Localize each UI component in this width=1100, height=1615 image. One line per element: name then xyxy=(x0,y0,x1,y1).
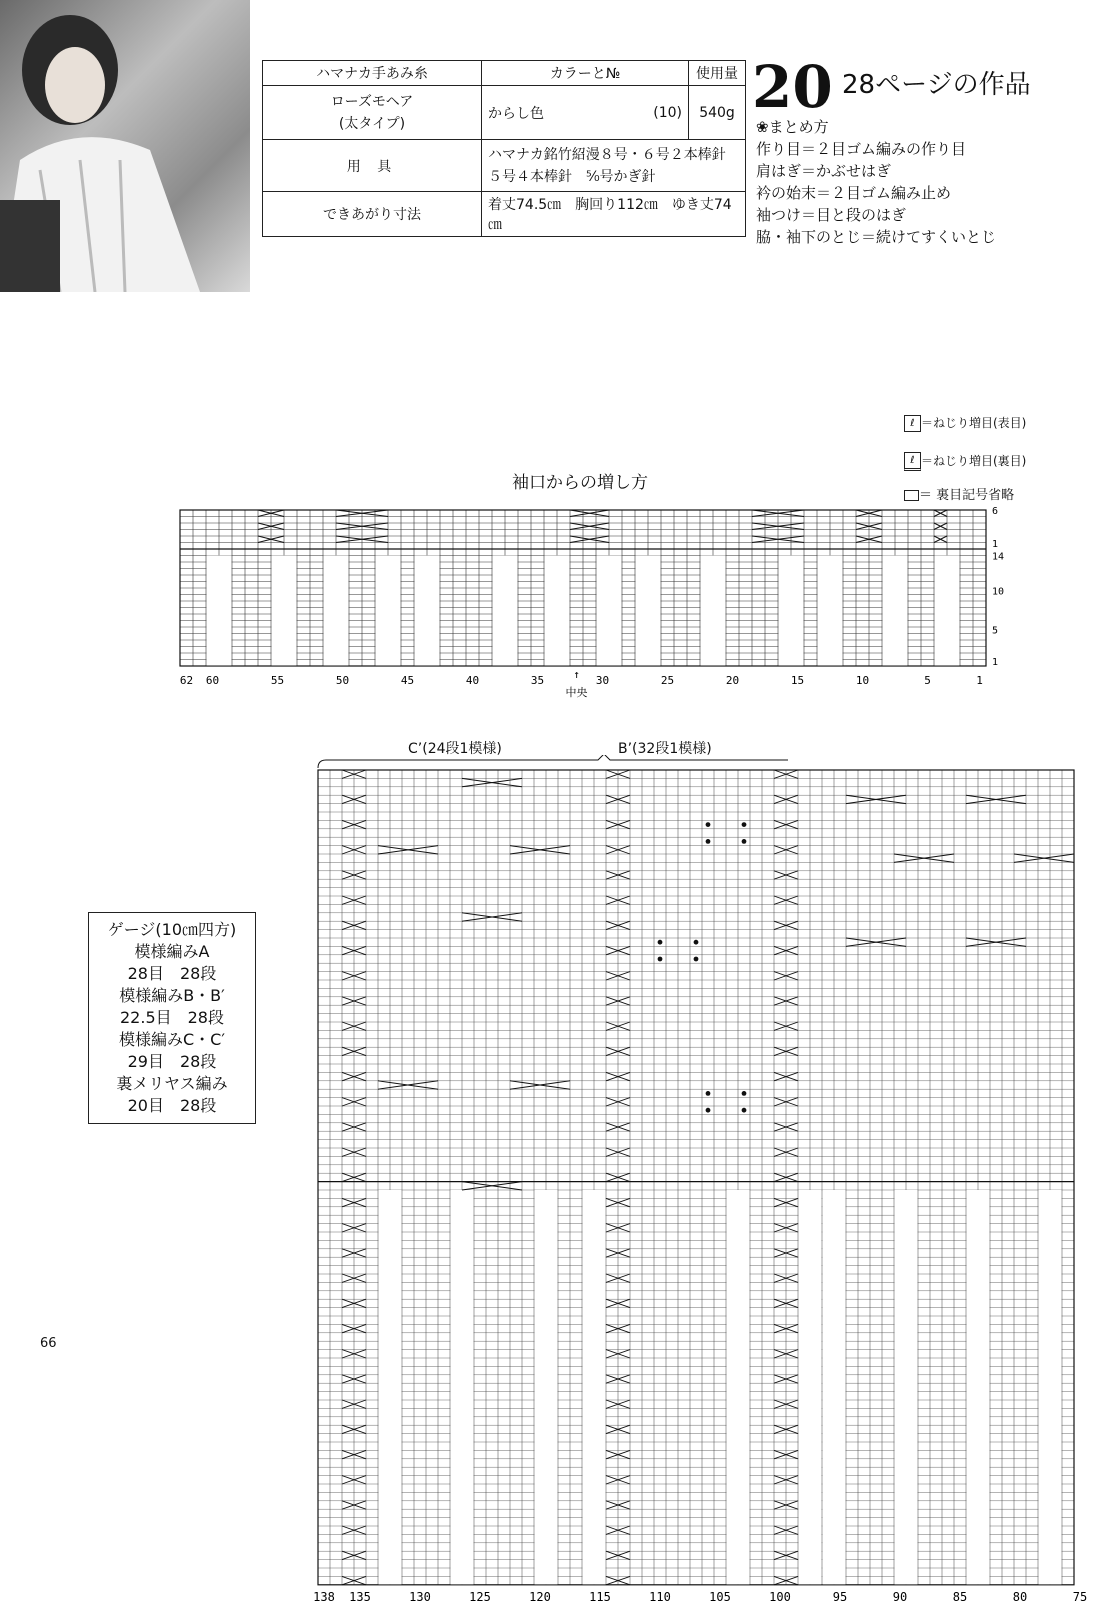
gauge-line: 模様編みA xyxy=(134,942,210,961)
pattern-chart xyxy=(300,755,1100,1615)
sleeve-x-tick-label: 62 xyxy=(179,674,194,687)
page-number: 66 xyxy=(40,1336,57,1351)
gauge-line: 模様編みC・C′ xyxy=(119,1030,225,1049)
sleeve-x-tick-label: 35 xyxy=(530,674,545,687)
sleeve-chart-title: 袖口からの増し方 xyxy=(512,473,648,493)
sleeve-x-tick-label: 30 xyxy=(595,674,610,687)
pattern-x-tick-label: 138 xyxy=(313,1589,335,1604)
pattern-x-tick-label: 80 xyxy=(1012,1589,1028,1604)
gauge-line: 29目 28段 xyxy=(127,1052,217,1071)
finishing-line: 袖つけ＝目と段のはぎ xyxy=(756,206,907,224)
pattern-x-tick-label: 120 xyxy=(529,1589,551,1604)
amount: 540g xyxy=(689,86,746,140)
pattern-x-tick-label: 100 xyxy=(769,1589,791,1604)
sleeve-y-tick-label: 14 xyxy=(992,551,1005,563)
finishing-notes xyxy=(756,116,996,248)
color-no: (10) xyxy=(610,86,689,140)
gauge-line: 22.5目 28段 xyxy=(120,1008,224,1027)
pattern-x-tick-label: 95 xyxy=(832,1589,848,1604)
yarn-name: ローズモヘア xyxy=(330,93,414,110)
finishing-heading: ❀まとめ方 xyxy=(756,118,829,136)
sleeve-x-tick-label: 45 xyxy=(400,674,415,687)
flower-icon: ❀ xyxy=(756,118,769,136)
pattern-x-tick-label: 85 xyxy=(952,1589,968,1604)
header-amount: 使用量 xyxy=(689,61,746,86)
section-brace xyxy=(318,755,788,768)
color-name: からし色 xyxy=(482,86,610,140)
pattern-x-tick-label: 135 xyxy=(349,1589,371,1604)
tools-cell xyxy=(482,140,746,192)
size-label: できあがり寸法 xyxy=(263,192,482,237)
sleeve-x-tick-label: 15 xyxy=(790,674,805,687)
tools-line-1: ハマナカ銘竹紹漫８号・６号２本棒針 xyxy=(488,146,726,163)
pattern-x-tick-label: 125 xyxy=(469,1589,491,1604)
gauge-line: 裏メリヤス編み xyxy=(116,1074,228,1093)
gauge-line: 模様編みB・B′ xyxy=(119,986,225,1005)
pattern-x-tick-label: 90 xyxy=(892,1589,908,1604)
sleeve-y-tick-label: 1 xyxy=(992,657,999,668)
sleeve-x-tick-label: 55 xyxy=(270,674,285,687)
twist-increase-knit-icon: ℓ xyxy=(904,415,921,432)
legend-twist-purl: ℓ ＝ねじり増目(裏目) xyxy=(904,452,1026,471)
gauge-line: 20目 28段 xyxy=(127,1096,217,1115)
legend-purl-omitted: ＝ 裏目記号省略 xyxy=(904,484,1014,503)
sleeve-x-tick-label: 60 xyxy=(205,674,220,687)
finishing-line: 作り目＝２目ゴム編みの作り目 xyxy=(756,140,967,158)
sleeve-chart-grid xyxy=(180,510,986,666)
sleeve-x-tick-label: 5 xyxy=(924,674,931,687)
size-values: 着丈74.5㎝ 胸回り112㎝ ゆき丈74㎝ xyxy=(482,192,746,237)
yarn-cell xyxy=(263,86,482,140)
pattern-x-tick-label: 110 xyxy=(649,1589,671,1604)
sleeve-y-tick-label: 10 xyxy=(992,586,1005,598)
sleeve-y-tick-label: 1 xyxy=(992,539,999,550)
section-b-label: B’(32段1模様) xyxy=(618,741,712,757)
yarn-type: (太タイプ) xyxy=(338,115,406,132)
sleeve-x-tick-label: 50 xyxy=(335,674,350,687)
finishing-line: 肩はぎ＝かぶせはぎ xyxy=(756,162,892,180)
twist-increase-purl-icon: ℓ xyxy=(904,452,921,471)
tools-line-2: ５号４本棒針 ⁵⁄₀号かぎ針 xyxy=(488,168,656,185)
pattern-x-tick-label: 115 xyxy=(589,1589,611,1604)
section-c-label: C’(24段1模様) xyxy=(408,741,502,757)
sleeve-x-tick-label: 10 xyxy=(855,674,870,687)
pattern-chart-grid xyxy=(318,770,1074,1585)
gauge-title: ゲージ(10㎝四方) xyxy=(107,920,237,939)
sleeve-x-tick-label: 1 xyxy=(976,674,983,687)
tools-label: 用 具 xyxy=(263,140,482,192)
pattern-x-tick-label: 75 xyxy=(1072,1589,1088,1604)
blank-square-icon xyxy=(904,490,919,501)
gauge-line: 28目 28段 xyxy=(127,964,217,983)
sleeve-increase-chart xyxy=(170,505,1070,705)
sleeve-x-tick-label: 20 xyxy=(725,674,740,687)
sleeve-y-tick-label: 6 xyxy=(992,506,999,517)
pattern-x-tick-label: 130 xyxy=(409,1589,431,1604)
work-number: 20 xyxy=(752,53,833,121)
finishing-line: 衿の始末＝２目ゴム編み止め xyxy=(756,184,952,202)
materials-table xyxy=(262,60,746,237)
legend-twist-knit: ℓ ＝ねじり増目(表目) xyxy=(904,414,1026,432)
model-photo xyxy=(0,0,250,292)
pattern-x-tick-label: 105 xyxy=(709,1589,731,1604)
finishing-line: 脇・袖下のとじ＝続けてすくいとじ xyxy=(756,228,997,246)
model-photo-drawing xyxy=(0,0,250,292)
gauge-box xyxy=(88,912,256,1124)
sleeve-x-tick-label: 40 xyxy=(465,674,480,687)
sleeve-y-tick-label: 5 xyxy=(992,625,999,637)
work-title: 28ページの作品 xyxy=(842,70,1031,100)
header-yarn: ハマナカ手あみ糸 xyxy=(263,61,482,86)
center-arrow-icon: ↑ xyxy=(573,668,580,681)
sleeve-x-tick-label: 25 xyxy=(660,674,675,687)
center-label: 中央 xyxy=(565,686,588,699)
header-color: カラーと№ xyxy=(482,61,689,86)
